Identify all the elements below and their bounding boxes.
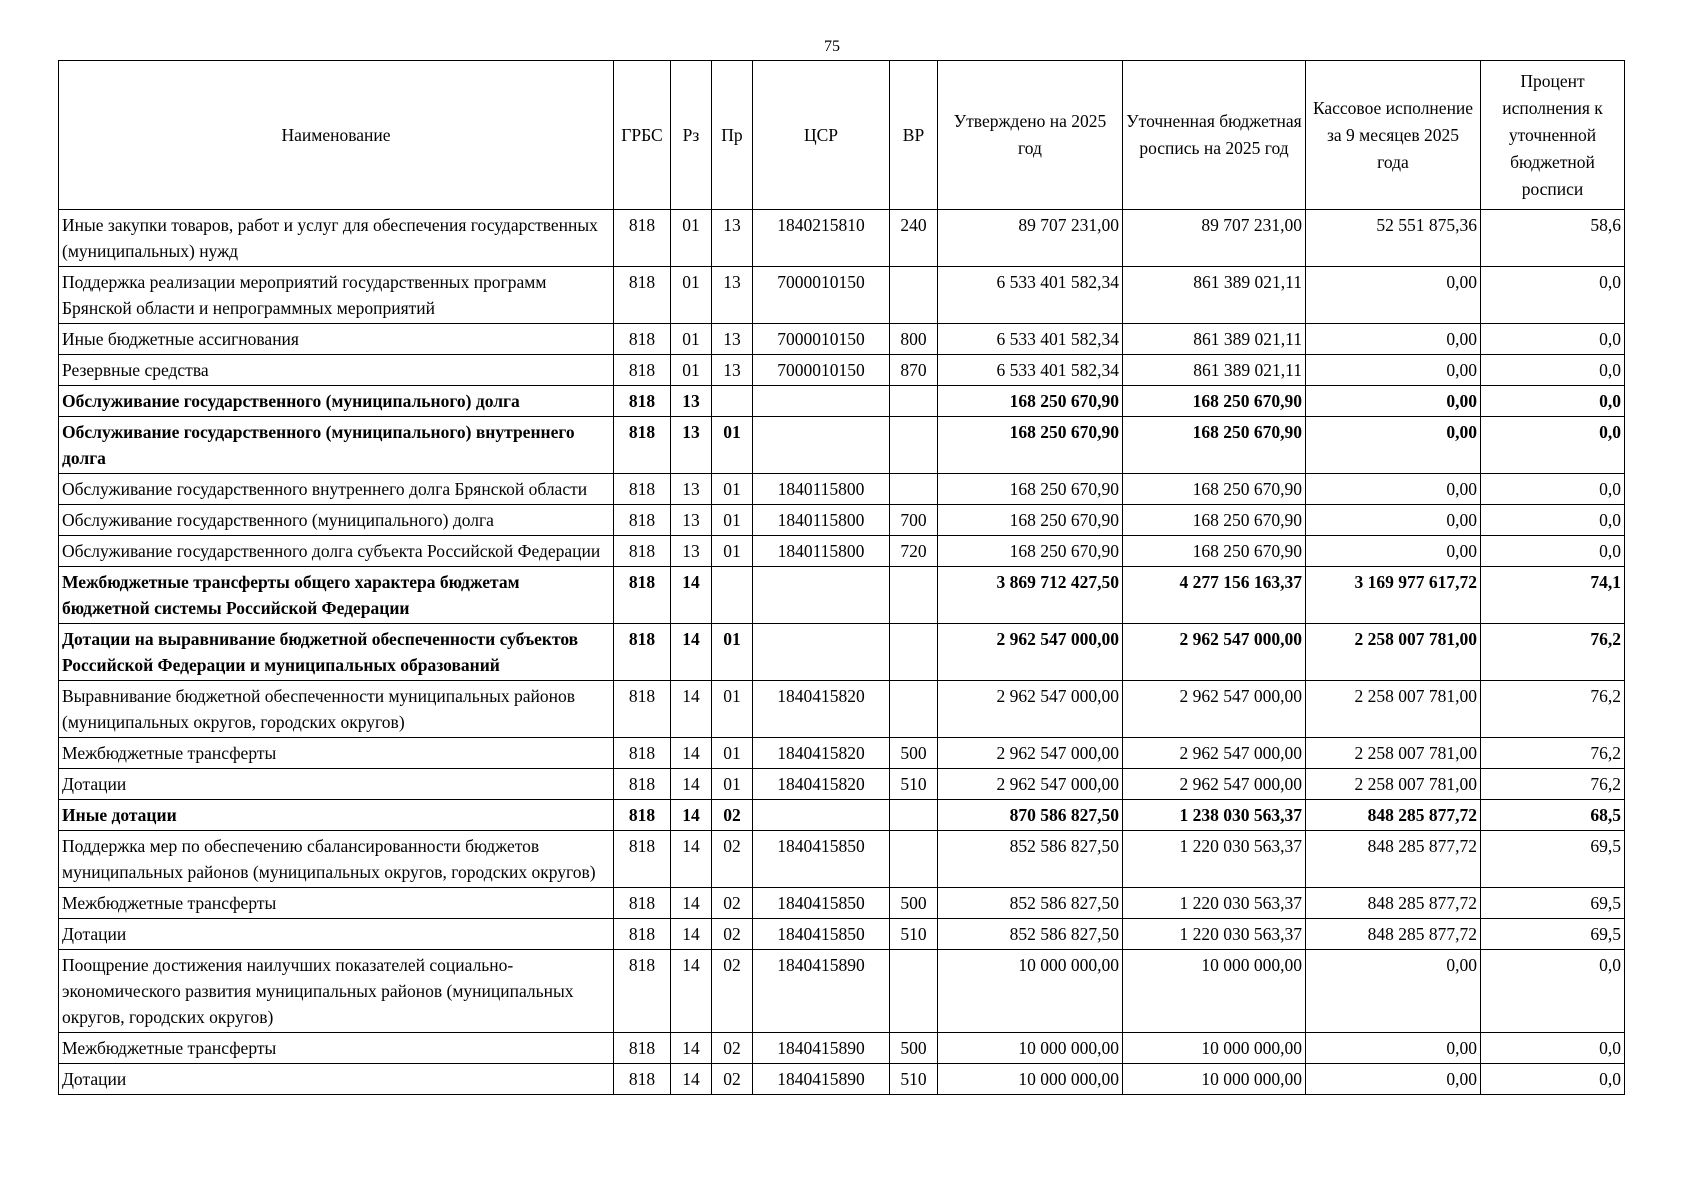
cell-refined: 2 962 547 000,00 <box>1123 738 1306 769</box>
cell-name: Межбюджетные трансферты общего характера бюджетам бюджетной системы Российской Федерации <box>59 567 614 624</box>
cell-vr <box>890 474 938 505</box>
cell-refined: 861 389 021,11 <box>1123 324 1306 355</box>
cell-csr <box>753 386 890 417</box>
cell-pr: 02 <box>712 1033 753 1064</box>
cell-approved: 6 533 401 582,34 <box>938 267 1123 324</box>
cell-vr <box>890 624 938 681</box>
cell-csr: 1840415890 <box>753 1064 890 1095</box>
cell-refined: 89 707 231,00 <box>1123 210 1306 267</box>
cell-vr: 240 <box>890 210 938 267</box>
cell-name: Дотации <box>59 919 614 950</box>
cell-grbs: 818 <box>614 536 671 567</box>
cell-percent: 76,2 <box>1481 624 1625 681</box>
cell-grbs: 818 <box>614 474 671 505</box>
table-row <box>59 386 1625 417</box>
cell-approved: 168 250 670,90 <box>938 536 1123 567</box>
cell-vr <box>890 417 938 474</box>
cell-pr: 02 <box>712 888 753 919</box>
cell-refined: 1 238 030 563,37 <box>1123 800 1306 831</box>
cell-refined: 10 000 000,00 <box>1123 950 1306 1033</box>
cell-rz: 14 <box>671 1033 712 1064</box>
cell-refined: 1 220 030 563,37 <box>1123 831 1306 888</box>
cell-refined: 4 277 156 163,37 <box>1123 567 1306 624</box>
cell-approved: 2 962 547 000,00 <box>938 681 1123 738</box>
header-percent: Процент исполнения к уточненной бюджетной росписи <box>1481 61 1625 210</box>
cell-rz: 14 <box>671 950 712 1033</box>
cell-rz: 13 <box>671 386 712 417</box>
cell-percent: 0,0 <box>1481 1033 1625 1064</box>
cell-pr: 13 <box>712 267 753 324</box>
cell-pr: 01 <box>712 738 753 769</box>
cell-refined: 861 389 021,11 <box>1123 267 1306 324</box>
header-cash: Кассовое исполнение за 9 месяцев 2025 года <box>1306 61 1481 210</box>
cell-approved: 168 250 670,90 <box>938 417 1123 474</box>
header-rz: Рз <box>671 61 712 210</box>
cell-rz: 01 <box>671 355 712 386</box>
cell-vr <box>890 800 938 831</box>
header-approved: Утверждено на 2025 год <box>938 61 1123 210</box>
cell-grbs: 818 <box>614 1064 671 1095</box>
cell-vr: 500 <box>890 738 938 769</box>
cell-refined: 10 000 000,00 <box>1123 1033 1306 1064</box>
cell-pr <box>712 386 753 417</box>
cell-grbs: 818 <box>614 738 671 769</box>
cell-vr: 870 <box>890 355 938 386</box>
cell-rz: 14 <box>671 800 712 831</box>
cell-cash: 0,00 <box>1306 505 1481 536</box>
cell-pr: 01 <box>712 624 753 681</box>
cell-csr: 1840115800 <box>753 536 890 567</box>
cell-pr: 02 <box>712 950 753 1033</box>
cell-pr: 02 <box>712 831 753 888</box>
cell-pr: 13 <box>712 324 753 355</box>
cell-percent: 0,0 <box>1481 1064 1625 1095</box>
cell-cash: 848 285 877,72 <box>1306 919 1481 950</box>
cell-grbs: 818 <box>614 950 671 1033</box>
cell-percent: 58,6 <box>1481 210 1625 267</box>
cell-pr <box>712 567 753 624</box>
cell-percent: 69,5 <box>1481 831 1625 888</box>
cell-grbs: 818 <box>614 567 671 624</box>
cell-pr: 02 <box>712 800 753 831</box>
cell-refined: 861 389 021,11 <box>1123 355 1306 386</box>
cell-approved: 10 000 000,00 <box>938 1033 1123 1064</box>
cell-approved: 2 962 547 000,00 <box>938 769 1123 800</box>
cell-name: Резервные средства <box>59 355 614 386</box>
cell-grbs: 818 <box>614 267 671 324</box>
cell-refined: 1 220 030 563,37 <box>1123 888 1306 919</box>
cell-cash: 0,00 <box>1306 417 1481 474</box>
cell-rz: 13 <box>671 505 712 536</box>
cell-csr: 1840215810 <box>753 210 890 267</box>
cell-csr: 1840415820 <box>753 738 890 769</box>
cell-pr: 01 <box>712 769 753 800</box>
table-row <box>59 738 1625 769</box>
cell-refined: 168 250 670,90 <box>1123 536 1306 567</box>
cell-grbs: 818 <box>614 210 671 267</box>
cell-refined: 2 962 547 000,00 <box>1123 769 1306 800</box>
header-refined: Уточненная бюджетная роспись на 2025 год <box>1123 61 1306 210</box>
cell-rz: 14 <box>671 624 712 681</box>
cell-name: Дотации <box>59 1064 614 1095</box>
header-grbs: ГРБС <box>614 61 671 210</box>
cell-cash: 2 258 007 781,00 <box>1306 738 1481 769</box>
cell-cash: 2 258 007 781,00 <box>1306 681 1481 738</box>
cell-name: Поощрение достижения наилучших показателей социально-экономического развития муниципальных районов (муниципальных округов, городских округов) <box>59 950 614 1033</box>
cell-percent: 76,2 <box>1481 738 1625 769</box>
cell-cash: 848 285 877,72 <box>1306 800 1481 831</box>
cell-name: Межбюджетные трансферты <box>59 1033 614 1064</box>
table-row <box>59 267 1625 324</box>
cell-refined: 2 962 547 000,00 <box>1123 681 1306 738</box>
cell-grbs: 818 <box>614 769 671 800</box>
cell-cash: 0,00 <box>1306 324 1481 355</box>
table-row <box>59 210 1625 267</box>
cell-vr <box>890 681 938 738</box>
cell-csr: 7000010150 <box>753 355 890 386</box>
cell-cash: 0,00 <box>1306 1033 1481 1064</box>
table-header <box>59 61 1625 210</box>
cell-name: Иные бюджетные ассигнования <box>59 324 614 355</box>
cell-grbs: 818 <box>614 681 671 738</box>
cell-percent: 0,0 <box>1481 950 1625 1033</box>
cell-csr: 1840415820 <box>753 769 890 800</box>
cell-grbs: 818 <box>614 624 671 681</box>
cell-cash: 52 551 875,36 <box>1306 210 1481 267</box>
cell-cash: 0,00 <box>1306 355 1481 386</box>
cell-grbs: 818 <box>614 355 671 386</box>
cell-rz: 13 <box>671 474 712 505</box>
cell-approved: 6 533 401 582,34 <box>938 355 1123 386</box>
cell-approved: 168 250 670,90 <box>938 386 1123 417</box>
cell-approved: 870 586 827,50 <box>938 800 1123 831</box>
cell-rz: 14 <box>671 681 712 738</box>
cell-percent: 74,1 <box>1481 567 1625 624</box>
table-row <box>59 831 1625 888</box>
cell-csr <box>753 624 890 681</box>
cell-csr: 1840415890 <box>753 1033 890 1064</box>
table-row <box>59 1033 1625 1064</box>
cell-approved: 2 962 547 000,00 <box>938 738 1123 769</box>
cell-vr <box>890 950 938 1033</box>
cell-csr: 1840115800 <box>753 505 890 536</box>
table-row <box>59 505 1625 536</box>
cell-cash: 2 258 007 781,00 <box>1306 769 1481 800</box>
table-row <box>59 919 1625 950</box>
header-name: Наименование <box>59 61 614 210</box>
cell-name: Обслуживание государственного внутреннего долга Брянской области <box>59 474 614 505</box>
cell-vr <box>890 831 938 888</box>
cell-grbs: 818 <box>614 505 671 536</box>
cell-approved: 3 869 712 427,50 <box>938 567 1123 624</box>
cell-refined: 168 250 670,90 <box>1123 417 1306 474</box>
cell-vr: 510 <box>890 919 938 950</box>
cell-percent: 69,5 <box>1481 919 1625 950</box>
budget-table <box>58 60 1625 1095</box>
cell-name: Иные закупки товаров, работ и услуг для обеспечения государственных (муниципальных) нужд <box>59 210 614 267</box>
cell-vr <box>890 567 938 624</box>
cell-refined: 2 962 547 000,00 <box>1123 624 1306 681</box>
table-row <box>59 417 1625 474</box>
cell-approved: 2 962 547 000,00 <box>938 624 1123 681</box>
cell-percent: 69,5 <box>1481 888 1625 919</box>
table-row <box>59 950 1625 1033</box>
cell-refined: 168 250 670,90 <box>1123 505 1306 536</box>
cell-rz: 01 <box>671 210 712 267</box>
cell-vr <box>890 267 938 324</box>
cell-cash: 0,00 <box>1306 267 1481 324</box>
table-row <box>59 324 1625 355</box>
cell-approved: 852 586 827,50 <box>938 831 1123 888</box>
cell-vr: 500 <box>890 888 938 919</box>
cell-rz: 14 <box>671 738 712 769</box>
cell-rz: 13 <box>671 417 712 474</box>
cell-cash: 0,00 <box>1306 474 1481 505</box>
cell-percent: 0,0 <box>1481 324 1625 355</box>
cell-name: Обслуживание государственного (муниципального) долга <box>59 505 614 536</box>
cell-approved: 10 000 000,00 <box>938 1064 1123 1095</box>
table-row <box>59 624 1625 681</box>
cell-grbs: 818 <box>614 831 671 888</box>
cell-rz: 14 <box>671 919 712 950</box>
table-row <box>59 536 1625 567</box>
cell-approved: 6 533 401 582,34 <box>938 324 1123 355</box>
table-row <box>59 681 1625 738</box>
cell-cash: 2 258 007 781,00 <box>1306 624 1481 681</box>
cell-pr: 01 <box>712 505 753 536</box>
cell-approved: 168 250 670,90 <box>938 474 1123 505</box>
cell-name: Обслуживание государственного долга субъекта Российской Федерации <box>59 536 614 567</box>
cell-name: Обслуживание государственного (муниципального) внутреннего долга <box>59 417 614 474</box>
cell-rz: 13 <box>671 536 712 567</box>
cell-name: Выравнивание бюджетной обеспеченности муниципальных районов (муниципальных округов, городских округов) <box>59 681 614 738</box>
table-row <box>59 474 1625 505</box>
table-row <box>59 800 1625 831</box>
cell-pr: 13 <box>712 355 753 386</box>
table-row <box>59 769 1625 800</box>
cell-pr: 01 <box>712 536 753 567</box>
table-body <box>59 210 1625 1095</box>
cell-rz: 14 <box>671 769 712 800</box>
cell-percent: 0,0 <box>1481 536 1625 567</box>
cell-rz: 14 <box>671 888 712 919</box>
cell-approved: 852 586 827,50 <box>938 919 1123 950</box>
table-row <box>59 355 1625 386</box>
cell-cash: 0,00 <box>1306 536 1481 567</box>
cell-pr: 02 <box>712 919 753 950</box>
cell-grbs: 818 <box>614 324 671 355</box>
cell-vr: 800 <box>890 324 938 355</box>
cell-refined: 10 000 000,00 <box>1123 1064 1306 1095</box>
cell-pr: 02 <box>712 1064 753 1095</box>
cell-approved: 168 250 670,90 <box>938 505 1123 536</box>
cell-rz: 01 <box>671 267 712 324</box>
cell-percent: 0,0 <box>1481 417 1625 474</box>
cell-name: Межбюджетные трансферты <box>59 738 614 769</box>
cell-refined: 1 220 030 563,37 <box>1123 919 1306 950</box>
cell-percent: 0,0 <box>1481 505 1625 536</box>
page-number: 75 <box>824 38 840 55</box>
cell-refined: 168 250 670,90 <box>1123 474 1306 505</box>
cell-name: Дотации на выравнивание бюджетной обеспеченности субъектов Российской Федерации и муниципальных образований <box>59 624 614 681</box>
cell-name: Межбюджетные трансферты <box>59 888 614 919</box>
cell-vr: 510 <box>890 769 938 800</box>
cell-rz: 01 <box>671 324 712 355</box>
cell-approved: 852 586 827,50 <box>938 888 1123 919</box>
cell-cash: 3 169 977 617,72 <box>1306 567 1481 624</box>
cell-grbs: 818 <box>614 800 671 831</box>
cell-grbs: 818 <box>614 919 671 950</box>
cell-percent: 0,0 <box>1481 386 1625 417</box>
cell-refined: 168 250 670,90 <box>1123 386 1306 417</box>
cell-grbs: 818 <box>614 1033 671 1064</box>
cell-csr: 1840115800 <box>753 474 890 505</box>
cell-percent: 0,0 <box>1481 267 1625 324</box>
cell-pr: 01 <box>712 474 753 505</box>
header-vr: ВР <box>890 61 938 210</box>
cell-name: Дотации <box>59 769 614 800</box>
cell-cash: 0,00 <box>1306 386 1481 417</box>
cell-csr: 1840415850 <box>753 888 890 919</box>
cell-csr: 7000010150 <box>753 267 890 324</box>
table-row <box>59 888 1625 919</box>
cell-name: Обслуживание государственного (муниципального) долга <box>59 386 614 417</box>
header-csr: ЦСР <box>753 61 890 210</box>
header-pr: Пр <box>712 61 753 210</box>
cell-vr: 700 <box>890 505 938 536</box>
cell-approved: 89 707 231,00 <box>938 210 1123 267</box>
cell-rz: 14 <box>671 831 712 888</box>
cell-csr <box>753 417 890 474</box>
cell-vr: 500 <box>890 1033 938 1064</box>
cell-csr <box>753 800 890 831</box>
cell-name: Иные дотации <box>59 800 614 831</box>
cell-vr: 510 <box>890 1064 938 1095</box>
cell-csr: 1840415850 <box>753 831 890 888</box>
cell-percent: 76,2 <box>1481 681 1625 738</box>
cell-grbs: 818 <box>614 888 671 919</box>
cell-grbs: 818 <box>614 417 671 474</box>
cell-csr: 1840415820 <box>753 681 890 738</box>
cell-percent: 76,2 <box>1481 769 1625 800</box>
cell-cash: 0,00 <box>1306 1064 1481 1095</box>
cell-cash: 848 285 877,72 <box>1306 888 1481 919</box>
cell-pr: 01 <box>712 681 753 738</box>
cell-pr: 01 <box>712 417 753 474</box>
cell-pr: 13 <box>712 210 753 267</box>
cell-percent: 0,0 <box>1481 355 1625 386</box>
cell-name: Поддержка мер по обеспечению сбалансированности бюджетов муниципальных районов (муниципальных округов, городских округов) <box>59 831 614 888</box>
cell-approved: 10 000 000,00 <box>938 950 1123 1033</box>
cell-name: Поддержка реализации мероприятий государственных программ Брянской области и непрограммных мероприятий <box>59 267 614 324</box>
cell-csr <box>753 567 890 624</box>
cell-percent: 0,0 <box>1481 474 1625 505</box>
cell-grbs: 818 <box>614 386 671 417</box>
cell-vr: 720 <box>890 536 938 567</box>
table-row <box>59 567 1625 624</box>
table-row <box>59 1064 1625 1095</box>
cell-csr: 7000010150 <box>753 324 890 355</box>
cell-cash: 848 285 877,72 <box>1306 831 1481 888</box>
cell-percent: 68,5 <box>1481 800 1625 831</box>
cell-cash: 0,00 <box>1306 950 1481 1033</box>
cell-csr: 1840415850 <box>753 919 890 950</box>
cell-csr: 1840415890 <box>753 950 890 1033</box>
cell-rz: 14 <box>671 1064 712 1095</box>
cell-rz: 14 <box>671 567 712 624</box>
cell-vr <box>890 386 938 417</box>
